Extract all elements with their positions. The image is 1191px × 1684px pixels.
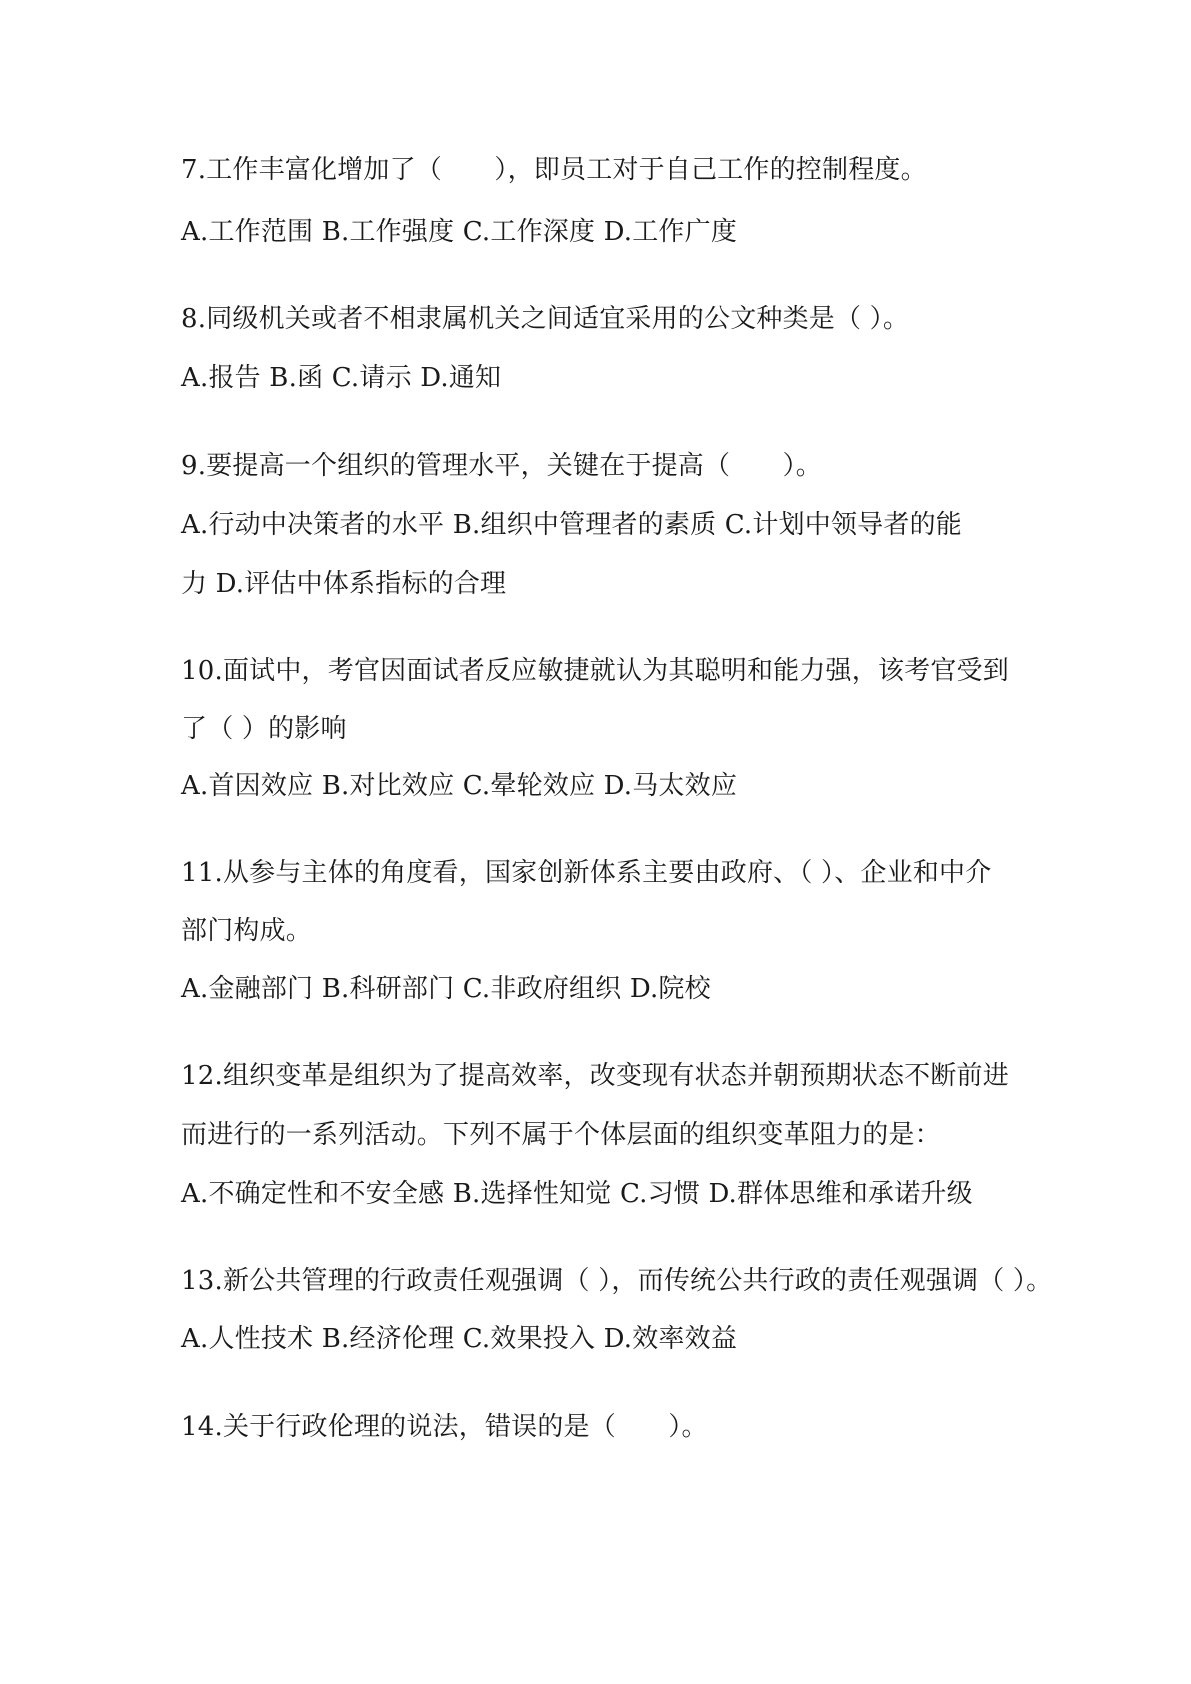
question-13-options: A.人性技术 B.经济伦理 C.效果投入 D.效率效益 <box>181 1324 738 1354</box>
question-10-stem-line-1: 10.面试中，考官因面试者反应敏捷就认为其聪明和能力强，该考官受到 <box>181 656 1009 686</box>
question-11-options: A.金融部门 B.科研部门 C.非政府组织 D.院校 <box>181 974 711 1004</box>
question-14-stem: 14.关于行政伦理的说法，错误的是（ ）。 <box>181 1412 708 1442</box>
question-8-stem: 8.同级机关或者不相隶属机关之间适宜采用的公文种类是（ ）。 <box>181 304 910 334</box>
question-10-stem-line-2: 了（ ）的影响 <box>181 714 347 744</box>
question-9-options-line-1: A.行动中决策者的水平 B.组织中管理者的素质 C.计划中领导者的能 <box>181 510 962 540</box>
question-9-stem: 9.要提高一个组织的管理水平，关键在于提高（ ）。 <box>181 451 823 481</box>
question-8-options: A.报告 B.函 C.请示 D.通知 <box>181 363 502 393</box>
question-12-stem-line-2: 而进行的一系列活动。下列不属于个体层面的组织变革阻力的是： <box>181 1120 941 1150</box>
question-11-stem-line-2: 部门构成。 <box>181 916 313 946</box>
question-13-stem: 13.新公共管理的行政责任观强调（ ），而传统公共行政的责任观强调（ ）。 <box>181 1266 1053 1296</box>
question-9-options-line-2: 力 D.评估中体系指标的合理 <box>181 569 507 599</box>
question-7-stem: 7.工作丰富化增加了（ ），即员工对于自己工作的控制程度。 <box>181 155 927 185</box>
question-11-stem-line-1: 11.从参与主体的角度看，国家创新体系主要由政府、（ ）、企业和中介 <box>181 858 992 888</box>
question-7-options: A.工作范围 B.工作强度 C.工作深度 D.工作广度 <box>181 217 738 247</box>
question-12-stem-line-1: 12.组织变革是组织为了提高效率，改变现有状态并朝预期状态不断前进 <box>181 1061 1009 1091</box>
question-10-options: A.首因效应 B.对比效应 C.晕轮效应 D.马太效应 <box>181 771 738 801</box>
question-12-options: A.不确定性和不安全感 B.选择性知觉 C.习惯 D.群体思维和承诺升级 <box>181 1179 973 1209</box>
